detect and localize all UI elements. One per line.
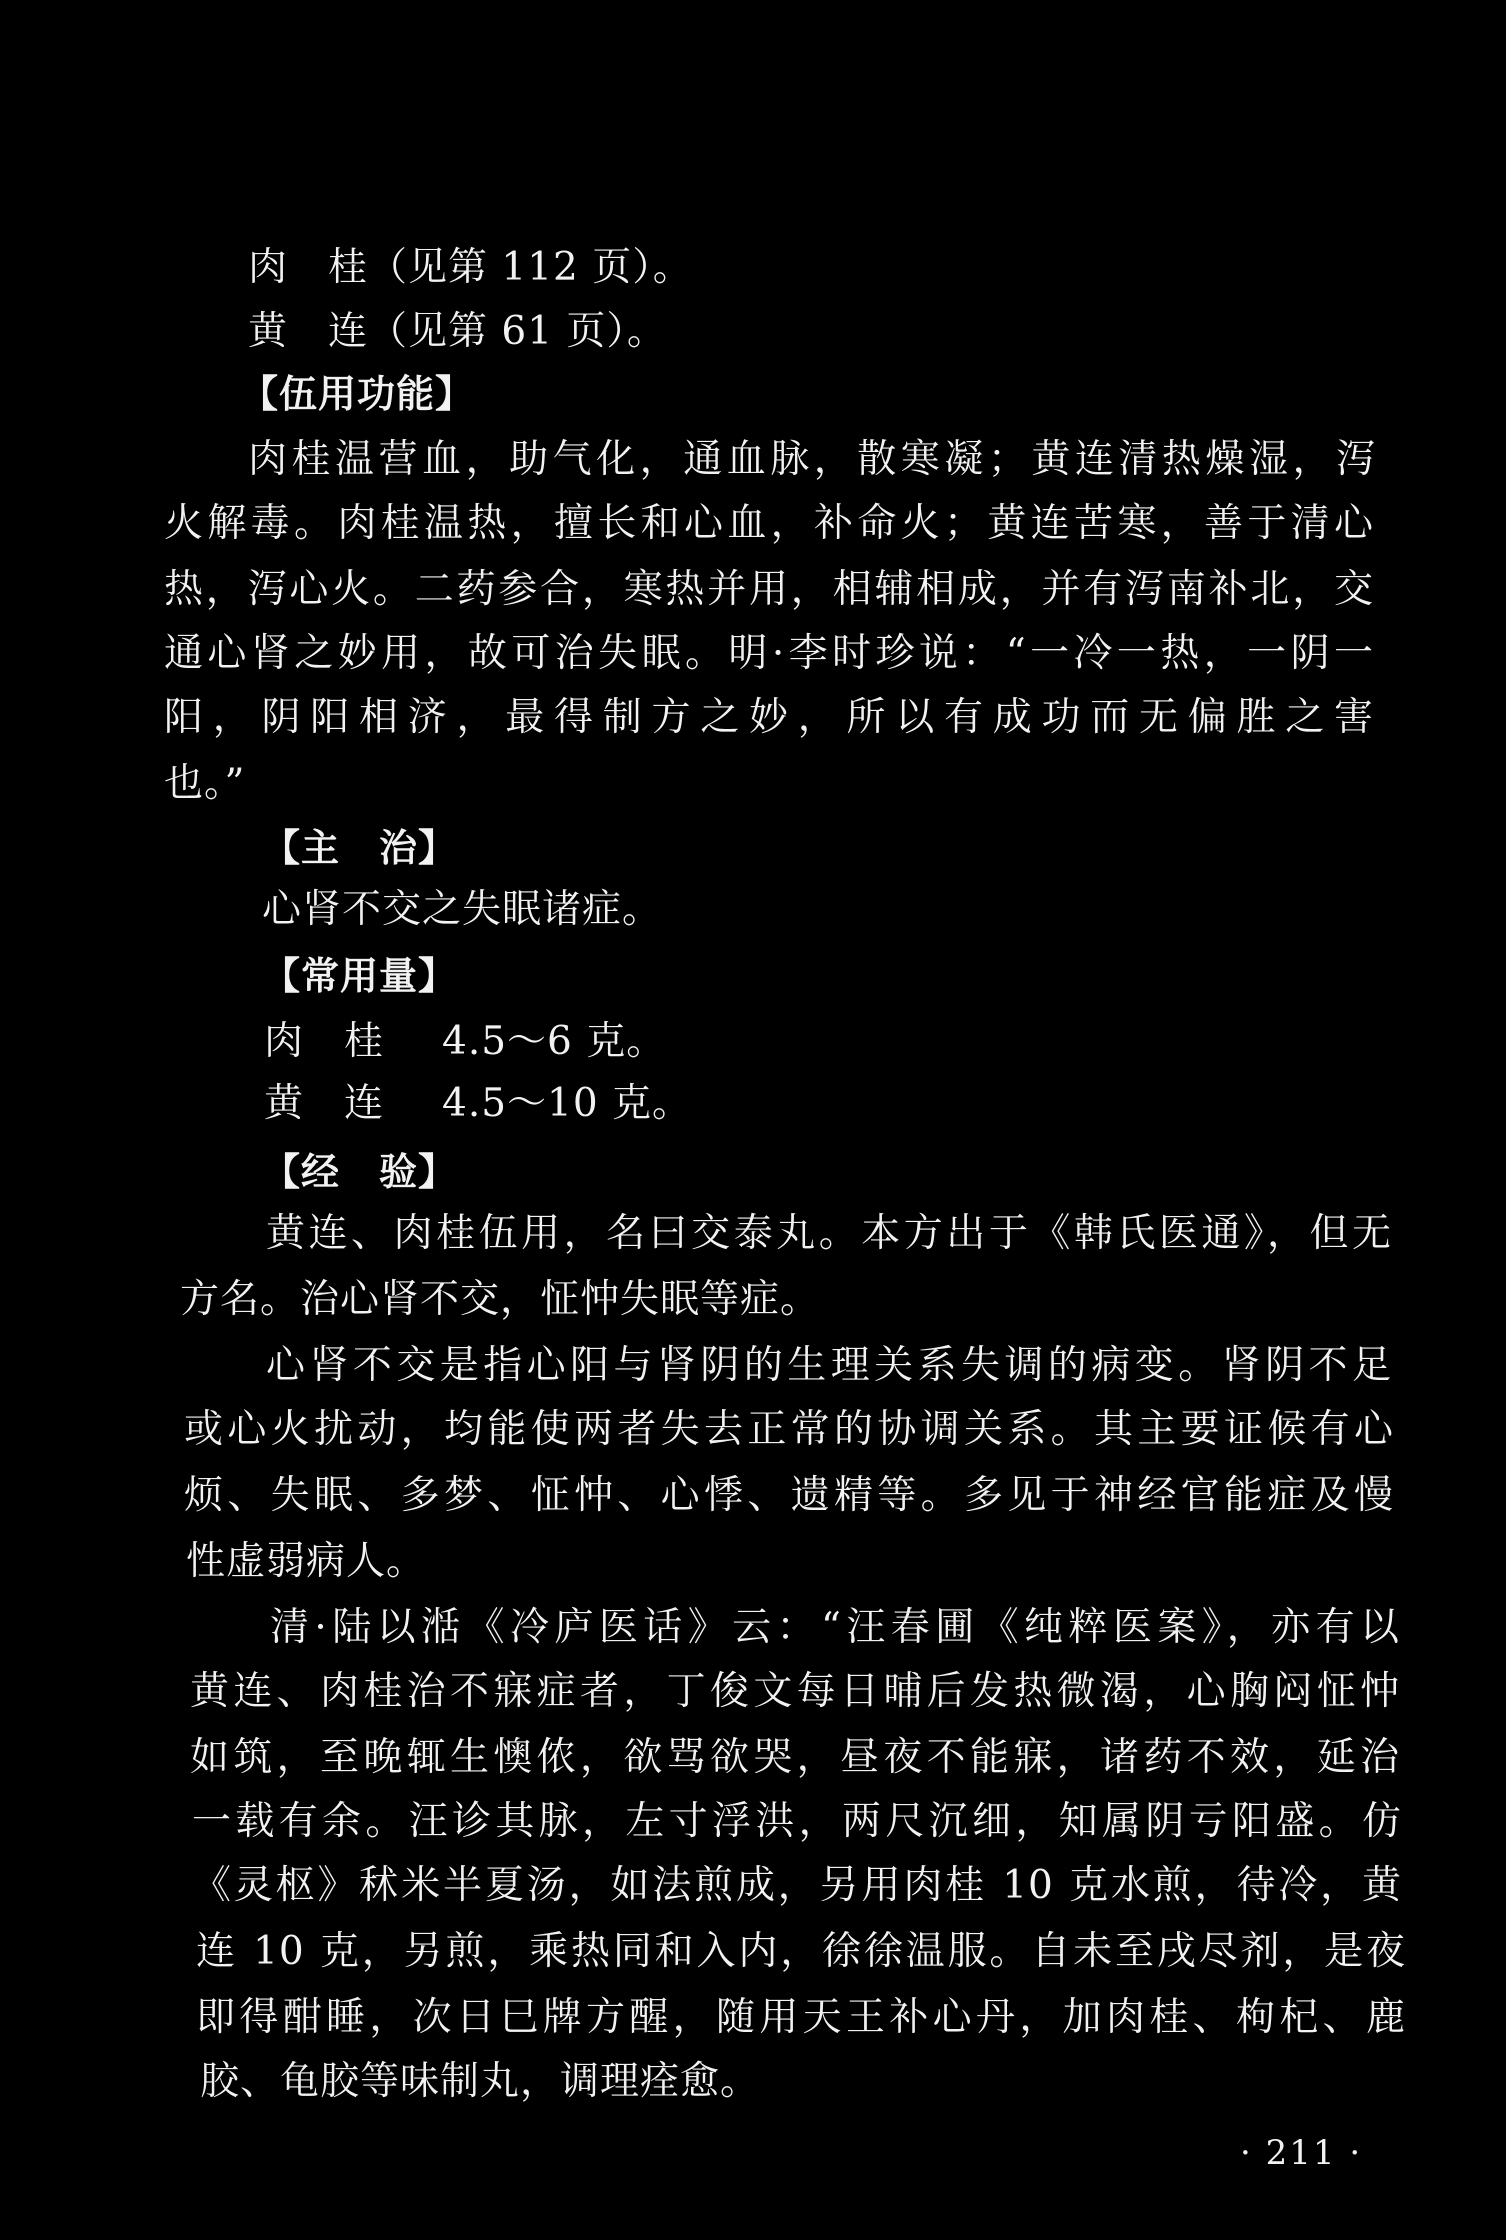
- text-line: 烦、失眠、多梦、怔忡、心悸、遗精等。多见于神经官能症及慢: [184, 1473, 1394, 1518]
- section-heading-combined: 【伍用功能】: [240, 372, 475, 416]
- herb-name: 黄 连: [248, 309, 369, 354]
- text-line: 火解毒。肉桂温热，擅长和心血，补命火；黄连苦寒，善于清心: [164, 501, 1374, 546]
- text-line: 心肾不交是指心阳与肾阴的生理关系失调的病变。肾阴不足: [266, 1343, 1392, 1388]
- herb-ref-line: [248, 240, 693, 296]
- dosage-amount: 4.5～6 克。: [442, 1019, 667, 1064]
- text-line: 热，泻心火。二药参合，寒热并用，相辅相成，并有泻南补北，交: [164, 567, 1374, 612]
- herb-name: 肉 桂: [248, 245, 369, 290]
- text-line: 肉桂温营血，助气化，通血脉，散寒凝；黄连清热燥湿，泻: [248, 437, 1376, 482]
- herb-ref: （见第 112 页）。: [368, 245, 693, 290]
- text-line: 也。”: [164, 761, 246, 806]
- text-line: 或心火扰动，均能使两者失去正常的协调关系。其主要证候有心: [184, 1407, 1394, 1452]
- text-line: 黄连、肉桂治不寐症者，丁俊文每日晡后发热微渴，心胸闷怔忡: [190, 1669, 1400, 1714]
- text-line: 胶、龟胶等味制丸，调理痊愈。: [200, 2059, 761, 2104]
- text-line: 清·陆以湉《冷庐医话》云：“汪春圃《纯粹医案》，亦有以: [270, 1605, 1400, 1650]
- text-line: 通心肾之妙用，故可治失眠。明·李时珍说：“一冷一热，一阴一: [164, 631, 1374, 676]
- text-line: 阳，阴阳相济，最得制方之妙，所以有成功而无偏胜之害: [164, 695, 1374, 740]
- page-number: · 211 ·: [1240, 2133, 1363, 2173]
- dosage-line: [264, 1014, 666, 1070]
- text-line: 如筑，至晚辄生懊侬，欲骂欲哭，昼夜不能寐，诸药不效，延治: [190, 1735, 1400, 1780]
- section-heading-experience: 【经 验】: [262, 1150, 458, 1194]
- herb-ref-line: [248, 304, 667, 360]
- dosage-herb: 黄 连: [264, 1081, 385, 1126]
- text-line: 方名。治心肾不交，怔忡失眠等症。: [180, 1277, 821, 1322]
- herb-ref: （见第 61 页）。: [368, 309, 667, 354]
- dosage-herb: 肉 桂: [264, 1019, 385, 1064]
- text-line: 性虚弱病人。: [186, 1539, 427, 1584]
- dosage-line: [264, 1076, 692, 1132]
- section-heading-indication: 【主 治】: [262, 826, 458, 870]
- text-line: 即得酣睡，次日巳牌方醒，随用天王补心丹，加肉桂、枸杞、鹿: [196, 1995, 1406, 2040]
- text-line: 一载有余。汪诊其脉，左寸浮洪，两尺沉细，知属阴亏阳盛。仿: [192, 1799, 1402, 1844]
- section-heading-dosage: 【常用量】: [262, 954, 458, 998]
- text-line: 连 10 克，另煎，乘热同和入内，徐徐温服。自未至戌尽剂，是夜: [196, 1929, 1406, 1974]
- text-line: 《灵枢》秫米半夏汤，如法煎成，另用肉桂 10 克水煎，待冷，黄: [192, 1863, 1402, 1908]
- text-line: 黄连、肉桂伍用，名曰交泰丸。本方出于《韩氏医通》，但无: [266, 1211, 1392, 1256]
- dosage-amount: 4.5～10 克。: [442, 1081, 693, 1126]
- text-line: 心肾不交之失眠诸症。: [262, 887, 663, 932]
